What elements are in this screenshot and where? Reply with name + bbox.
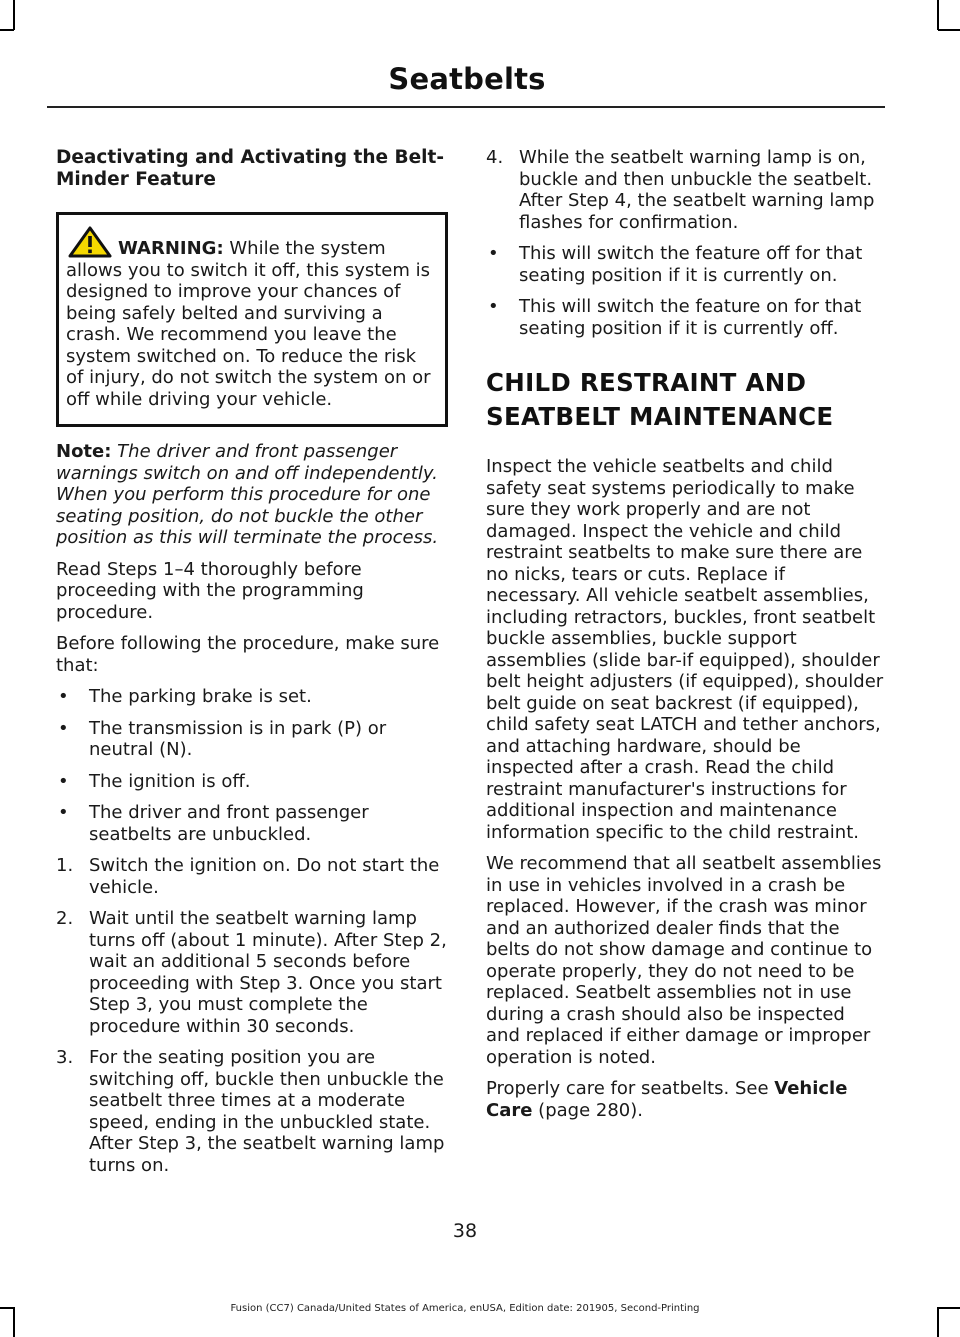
prerequisites-intro: Before following the procedure, make sure that: (56, 633, 440, 676)
note-text: The driver and front passenger warnings switch on and off independently. When you perform this procedure for one seating position, do not buckle the other position as this will terminate the process. (56, 441, 439, 548)
section-subheading: Deactivating and Activating the Belt-Minder Feature (56, 147, 445, 190)
list-item: • This will switch the feature on for that seating position if it is currently off. (488, 296, 862, 339)
warning-label: WARNING: (118, 238, 224, 259)
procedure-steps (56, 855, 448, 1176)
list-item: • This will switch the feature off for that seating position if it is currently on. (488, 243, 863, 286)
vehicle-care-link[interactable]: Vehicle Care (486, 1078, 848, 1121)
header-divider (47, 106, 885, 108)
procedure-steps-continued (486, 147, 884, 233)
warning-text: While the system allows you to switch it off, this system is designed to improve your chances of being safely belted and surviving a crash. We recommend you leave the system switched on. To reduce the risk of injury, do not switch the system on or off while driving your vehicle. (66, 238, 431, 410)
crop-mark-bottom-right-h (938, 1307, 960, 1309)
list-item: • The driver and front passenger seatbelts are unbuckled. (58, 802, 369, 845)
prerequisites-list (56, 686, 448, 845)
step-item: 2. Wait until the seatbelt warning lamp turns off (about 1 minute). After Step 2, wait an additional 5 seconds before proceeding with Step 3. Once you start Step 3, you must complete the procedure within 30 seconds. (56, 908, 447, 1037)
section-heading: CHILD RESTRAINT AND SEATBELT MAINTENANCE (486, 368, 834, 431)
replacement-paragraph: We recommend that all seatbelt assemblies in use in vehicles involved in a crash be replaced. However, if the crash was minor and an authorized dealer finds that the belts do not show damage and continue to operate properly, they do not need to be replaced. Seatbelt assemblies not in use during a crash should also be inspected and replaced if either damage or improper operation is noted. (486, 853, 882, 1068)
crop-mark-top-right-h (938, 29, 960, 31)
inspection-paragraph: Inspect the vehicle seatbelts and child safety seat systems periodically to make sure they work properly and are not damaged. Inspect the vehicle and child restraint seatbelts to make sure there are no nicks, tears or cuts. Replace if necessary. All vehicle seatbelt assemblies, including retractors, buckles, front seatbelt buckle assemblies, buckle support assemblies (slide bar-if equipped), shoulder belt height adjusters (if equipped), shoulder belt guide on seat backrest (if equipped), child safety seat LATCH and tether anchors, and attaching hardware, should be inspected after a crash. Read the child restraint manufacturer's instructions for additional inspection and maintenance information specific to the child restraint. (486, 456, 884, 843)
warning-box (56, 212, 448, 427)
crop-mark-top-right-v (937, 0, 939, 30)
note-paragraph (56, 441, 448, 549)
left-column (56, 147, 448, 1186)
step-item: 1. Switch the ignition on. Do not start the vehicle. (56, 855, 440, 898)
crop-mark-top-left-h (0, 29, 14, 31)
note-label: Note: (56, 441, 112, 462)
crop-mark-bottom-right-v (937, 1307, 939, 1337)
crop-mark-top-left-v (13, 0, 15, 30)
list-item: • The parking brake is set. (58, 686, 312, 707)
right-column (486, 147, 884, 1131)
step4-results-list (486, 243, 884, 339)
steps-intro-paragraph: Read Steps 1–4 thoroughly before proceeding with the programming procedure. (56, 558, 364, 623)
page-footer: Fusion (CC7) Canada/United States of America, enUSA, Edition date: 201905, Second-Printing (230, 1303, 700, 1314)
warning-triangle-icon (68, 226, 112, 258)
care-paragraph: Properly care for seatbelts. See Vehicle Care (page 280). (486, 1078, 848, 1121)
step-item: 4. While the seatbelt warning lamp is on, buckle and then unbuckle the seatbelt. After Step 4, the seatbelt warning lamp flashes for confirmation. (486, 147, 875, 233)
step-item: 3. For the seating position you are switching off, buckle then unbuckle the seatbelt three times at a moderate speed, ending in the unbuckled state. After Step 3, the seatbelt warning lamp turns on. (56, 1047, 445, 1176)
page-number: 38 (452, 1220, 478, 1242)
page-header-title: Seatbelts (388, 62, 546, 96)
list-item: • The transmission is in park (P) or neutral (N). (58, 717, 387, 760)
list-item: • The ignition is off. (58, 770, 251, 792)
